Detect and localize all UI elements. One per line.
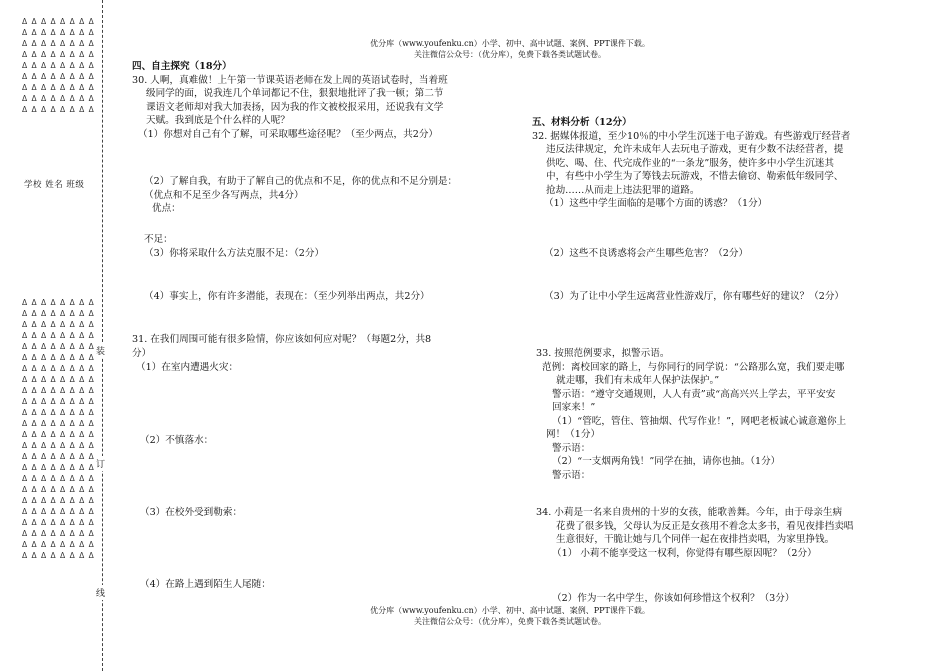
q33-warning-line: 回家来！”: [552, 402, 596, 413]
q31-sub-2: （2）不慎落水：: [140, 435, 214, 446]
q32-line: 32. 据媒体报道，至少10％的中小学生沉迷于电子游戏。有些游戏厅经营者: [532, 130, 851, 142]
q31-line: 31. 在我们周围可能有很多险情，你应该如何应对呢？（每题2分，共8: [132, 334, 432, 345]
q30-sub-1: （1）你想对自己有个了解，可采取哪些途径呢？（至少两点，共2分）: [138, 128, 439, 140]
q31-sub-3: （3）在校外受到勒索：: [140, 507, 243, 518]
binding-line: [102, 0, 103, 671]
q30-line: 课语文老师却对我大加表扬，因为我的作文被校报采用，还说我有文学: [146, 101, 444, 113]
binding-char-xian: 线: [96, 585, 105, 600]
q33-sub-2-warning-label: 警示语：: [552, 469, 591, 481]
q30-sub-2-line: （优点和不足至少各写两点，共4分）: [144, 189, 304, 201]
footer-line-1: 优分库（www.youfenku.cn）小学、初中、高中试题、案例、PPT课件下载。: [370, 606, 650, 615]
q31-sub-4: （4）在路上遇到陌生人尾随：: [140, 579, 271, 590]
q33-example-line: 范例：离校回家的路上，与你同行的同学说：“公路那么宽，我们要走哪: [542, 361, 845, 373]
q31-sub-1: （1）在室内遭遇火灾：: [136, 362, 239, 373]
q30-strengths-label: 优点：: [152, 203, 181, 214]
q30-line: 级同学的面，说我连几个单词都记不住，狠狠地批评了我一顿；第二节: [146, 88, 444, 99]
q30-line: 天赋。我到底是个什么样的人呢？: [146, 115, 290, 126]
q34-block: [536, 506, 924, 560]
left-column: [132, 60, 512, 141]
q32-sub-2: （2）这些不良诱惑将会产生哪些危害？（2分）: [544, 248, 749, 259]
q33-line: 33. 按照范例要求，拟警示语。: [536, 348, 670, 359]
q33-sub-1-line: （1）“管吃，管住、管抽烟、代写作业！”，网吧老板诚心诚意邀你上: [552, 415, 847, 427]
q30-weaknesses-label: 不足：: [144, 234, 173, 245]
q34-line: 34. 小莉是一名来自贵州的十岁的女孩，能歌善舞。今年，由于母亲生病: [536, 507, 843, 518]
triangle-pattern-top: Δ Δ Δ Δ Δ Δ Δ Δ Δ Δ Δ Δ Δ Δ Δ Δ Δ Δ Δ Δ Δ Δ Δ Δ Δ Δ Δ Δ Δ Δ Δ Δ Δ Δ Δ Δ Δ Δ Δ Δ Δ Δ Δ Δ Δ Δ Δ Δ Δ Δ Δ Δ Δ Δ Δ Δ Δ Δ Δ Δ Δ Δ Δ Δ Δ Δ Δ Δ Δ Δ Δ Δ: [22, 17, 95, 114]
q31-line: 分）: [132, 347, 152, 359]
header-line-2: 关注微信公众号：（优分库），免费下载各类试题试卷。: [414, 50, 606, 59]
q33-sub-2: （2）“一支烟两角钱！”同学在抽，请你也抽。（1分）: [552, 456, 781, 467]
q32-sub-1: （1）这些中学生面临的是哪个方面的诱惑？（1分）: [544, 198, 768, 209]
section-5-title: 五、材料分析（12分）: [532, 117, 632, 128]
page-footer: [300, 605, 720, 627]
q30-line: 30. 人啊，真难做！上午第一节课英语老师在发上周的英语试卷时，当着班: [132, 74, 448, 86]
q34-sub-2: （2）作为一名中学生，你该如何珍惜这个权利？（3分）: [552, 593, 795, 604]
q32-line: 中，有些中小学生为了筹钱去玩游戏，不惜去偷窃、勒索低年级同学、: [546, 171, 844, 182]
q30-sub-2-line: （2）了解自我，有助于了解自己的优点和不足，你的优点和不足分别是：: [144, 176, 458, 187]
q30-sub-4: （4）事实上，你有许多潜能，表现在：（至少列举出两点，共2分）: [144, 291, 430, 302]
binding-char-zhuang: 装: [96, 343, 105, 358]
q32-line: 抢劫……从而走上违法犯罪的道路。: [546, 184, 700, 196]
q32-line: 供吃、喝、住、代完成作业的“一条龙”服务，使许多中小学生沉迷其: [546, 157, 835, 169]
binding-char-ding: 订: [96, 456, 105, 471]
q34-sub-1: （1） 小莉不能享受这一权利，你觉得有哪些原因呢？（2分）: [552, 547, 817, 559]
q33-sub-1-line: 网！（1分）: [546, 429, 601, 440]
q30-sub-2: [144, 175, 524, 216]
right-column: [532, 116, 924, 211]
q32-line: 违反法律规定，允许未成年人去玩电子游戏，更有少数不法经营者，提: [546, 144, 844, 155]
page-header: [300, 38, 720, 60]
q31-text: [132, 333, 512, 360]
q30-sub-3: （3）你将采取什么方法克服不足：（2分）: [144, 248, 325, 259]
footer-line-2: 关注微信公众号：（优分库），免费下载各类试题试卷。: [414, 617, 606, 626]
q34-line: 生意很好，干脆让她与几个同伴一起在夜排挡卖唱，为家里挣钱。: [556, 534, 835, 545]
q33-warning-line: 警示语：“遵守交通规则，人人有责”或“高高兴兴上学去，平平安安: [552, 388, 836, 400]
student-info-label: 学校 姓名 班级: [24, 180, 85, 190]
q30-text: [132, 74, 512, 128]
triangle-pattern-bottom: Δ Δ Δ Δ Δ Δ Δ Δ Δ Δ Δ Δ Δ Δ Δ Δ Δ Δ Δ Δ Δ Δ Δ Δ Δ Δ Δ Δ Δ Δ Δ Δ Δ Δ Δ Δ Δ Δ Δ Δ Δ Δ Δ Δ Δ Δ Δ Δ Δ Δ Δ Δ Δ Δ Δ Δ Δ Δ Δ Δ Δ Δ Δ Δ Δ Δ Δ Δ Δ Δ Δ Δ Δ Δ Δ Δ Δ Δ Δ Δ Δ Δ Δ Δ Δ Δ Δ Δ Δ Δ Δ Δ Δ Δ Δ Δ Δ Δ Δ Δ Δ Δ Δ Δ Δ Δ Δ Δ Δ Δ Δ Δ Δ Δ Δ Δ Δ Δ Δ Δ Δ Δ Δ Δ Δ Δ Δ Δ Δ Δ Δ Δ Δ Δ Δ Δ Δ Δ Δ Δ Δ Δ Δ Δ Δ Δ Δ Δ Δ Δ Δ Δ Δ Δ Δ Δ Δ Δ Δ Δ Δ Δ Δ Δ Δ Δ Δ Δ Δ Δ Δ Δ Δ Δ Δ Δ Δ Δ Δ Δ Δ Δ Δ Δ Δ Δ Δ Δ Δ Δ Δ Δ: [22, 298, 95, 560]
q33-sub-1-warning-label: 警示语：: [552, 442, 591, 454]
q32-sub-3: （3）为了让中小学生远离营业性游戏厅，你有哪些好的建议？（2分）: [544, 291, 845, 302]
header-line-1: 优分库（www.youfenku.cn）小学、初中、高中试题、案例、PPT课件下载。: [370, 39, 650, 48]
q34-line: 花费了很多钱，父母认为反正是女孩用不着念太多书，看见夜排挡卖唱: [556, 520, 854, 532]
section-4-title: 四、自主探究（18分）: [132, 61, 232, 72]
q33-block: [536, 347, 924, 482]
q33-example-line: 就走哪，我们有未成年人保护法保护。”: [556, 375, 720, 386]
